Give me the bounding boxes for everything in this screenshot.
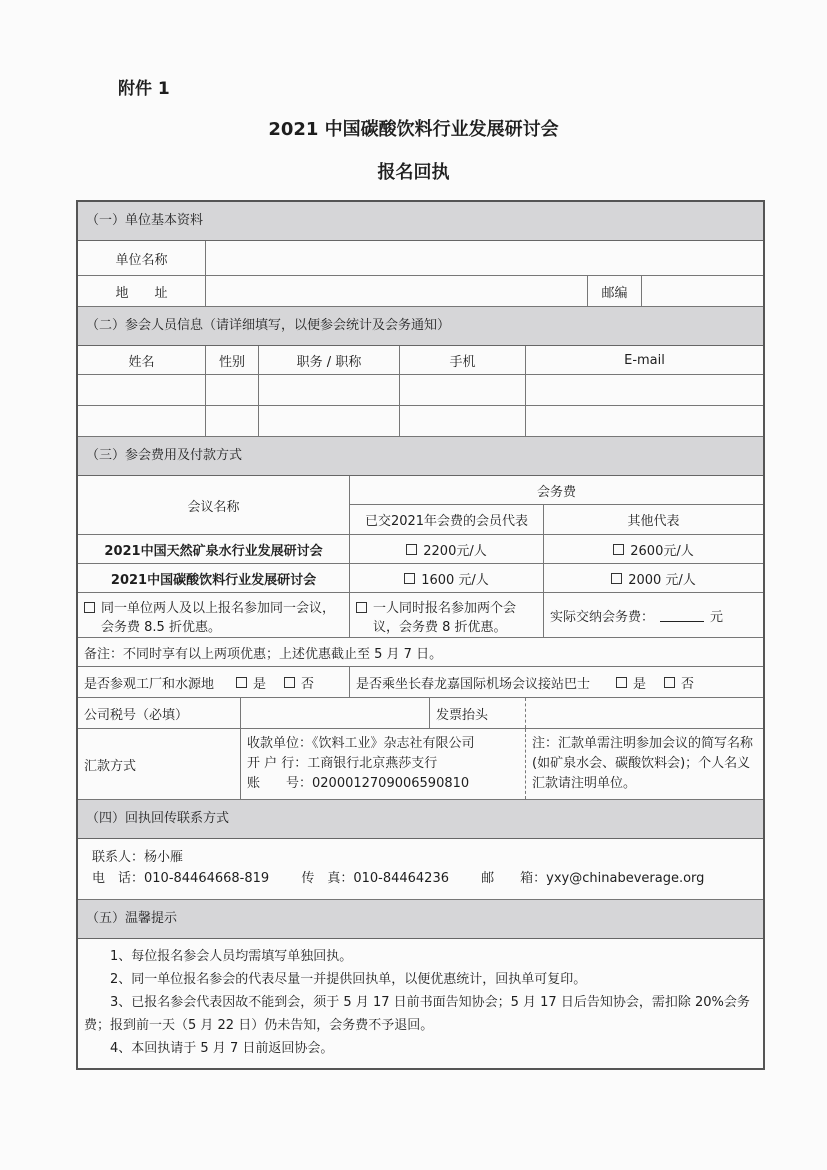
attendee-mobile-input[interactable] [400,406,526,436]
bus-yes-checkbox[interactable] [616,677,627,688]
member-fee-option[interactable] [350,535,544,563]
bus-no-label: 否 [681,676,695,692]
tax-row [78,698,763,729]
section3-heading: （三）参会费用及付款方式 [78,437,763,476]
attendee-name-input[interactable] [78,375,206,405]
meeting-row [78,564,763,593]
attendee-name-input[interactable] [78,406,206,436]
actual-fee [544,593,763,637]
note-item: 2、同一单位报名参会的代表尽量一并提供回执单，以便优惠统计，回执单可复印。 [110,972,587,987]
notes-list [78,939,763,1068]
col-title: 职务 / 职称 [259,346,400,374]
member-fee: 1600 元/人 [421,572,489,588]
address-row [78,276,763,307]
document-title: 2021 中国碳酸饮料行业发展研讨会 [268,119,559,140]
contact-phone: 电 话：010-84464668-819 [92,871,270,886]
discount1-text: 同一单位两人及以上报名参加同一会议，会务费 8.5 折优惠。 [101,601,336,635]
attendee-header-row [78,346,763,375]
invoice-label: 发票抬头 [430,698,526,728]
other-fee-option[interactable] [544,535,763,563]
tax-label: 公司税号（必填） [78,698,241,728]
meeting-name: 2021中国碳酸饮料行业发展研讨会 [78,564,350,592]
attendee-email-input[interactable] [526,375,763,405]
discount-row [78,593,763,638]
attendee-gender-input[interactable] [206,375,259,405]
bank: 开 户 行：工商银行北京燕莎支行 [247,756,438,771]
note-item: 4、本回执请于 5 月 7 日前返回协会。 [110,1041,334,1056]
visit-no-checkbox[interactable] [284,677,295,688]
section1-heading: （一）单位基本资料 [78,202,763,241]
member-header: 已交2021年会费的会员代表 [350,505,544,534]
remit-note: 注：汇款单需注明参加会议的简写名称(如矿泉水会、碳酸饮料会)；个人名义汇款请注明单位。 [532,736,754,791]
attendee-row [78,406,763,437]
other-fee-option[interactable] [544,564,763,592]
attendee-title-input[interactable] [259,406,400,436]
bus-no-checkbox[interactable] [664,677,675,688]
checkbox[interactable] [406,544,417,555]
col-gender: 性别 [206,346,259,374]
member-fee: 2200元/人 [423,543,487,559]
contact-fax: 传 真：010-84464236 [301,871,450,886]
remit-row [78,729,763,800]
fee-header: 会务费 [350,476,763,505]
actual-fee-input[interactable] [660,609,704,622]
actual-fee-label: 实际交纳会务费： [550,609,655,625]
member-fee-option[interactable] [350,564,544,592]
other-fee: 2000 元/人 [628,572,696,588]
address-label: 地 址 [78,276,206,306]
discount2-option[interactable] [350,593,544,637]
contact-row [78,839,763,900]
remark-text: 备注：不同时享有以上两项优惠；上述优惠截止至 5 月 7 日。 [84,646,443,662]
note-item: 1、每位报名参会人员均需填写单独回执。 [110,949,353,964]
remit-label: 汇款方式 [78,729,241,799]
discount2-text: 一人同时报名参加两个会议，会务费 8 折优惠。 [373,601,517,635]
visit-question [78,667,350,697]
company-input[interactable] [206,241,763,275]
visit-question-label: 是否参观工厂和水源地 [84,676,215,692]
registration-form [76,200,765,1070]
visit-yes-label: 是 [253,676,267,692]
checkbox[interactable] [613,544,624,555]
meeting-name: 2021中国天然矿泉水行业发展研讨会 [78,535,350,563]
attendee-gender-input[interactable] [206,406,259,436]
company-row [78,241,763,276]
meeting-name-header: 会议名称 [78,476,350,534]
contact-email[interactable]: 邮 箱：yxy@chinabeverage.org [481,871,705,886]
checkbox[interactable] [611,573,622,584]
attendee-email-input[interactable] [526,406,763,436]
attachment-label: 附件 1 [118,79,170,99]
section2-heading: （二）参会人员信息（请详细填写，以便参会统计及会务通知） [78,307,763,346]
actual-fee-unit: 元 [710,609,724,625]
contact-person: 联系人：杨小雁 [92,850,184,865]
other-fee: 2600元/人 [630,543,694,559]
address-input[interactable] [206,276,588,306]
attendee-row [78,375,763,406]
document-subtitle: 报名回执 [377,162,450,183]
checkbox[interactable] [404,573,415,584]
visit-yes-checkbox[interactable] [236,677,247,688]
checkbox[interactable] [356,602,367,613]
col-name: 姓名 [78,346,206,374]
checkbox[interactable] [84,602,95,613]
meeting-row [78,535,763,564]
section5-heading: （五）温馨提示 [78,900,763,939]
fee-header-row [78,476,763,535]
remark-row [78,638,763,667]
question-row [78,667,763,698]
contact-block [78,839,718,899]
account-number: 账 号：0200012709006590810 [247,776,470,791]
col-mobile: 手机 [400,346,526,374]
payee: 收款单位：《饮料工业》杂志社有限公司 [247,736,475,751]
bus-question [350,667,763,697]
tax-input[interactable] [241,698,430,728]
bus-question-label: 是否乘坐长春龙嘉国际机场会议接站巴士 [356,676,591,692]
section4-heading: （四）回执回传联系方式 [78,800,763,839]
note-item: 3、已报名参会代表因故不能到会，须于 5 月 17 日前书面告知协会；5 月 17 日后告知协会，需扣除 20%会务费；报到前一天（5 月 22 日）仍未告知，会务费不予退回。 [84,995,750,1033]
other-header: 其他代表 [627,514,680,529]
invoice-input[interactable] [526,698,763,728]
postcode-input[interactable] [642,276,763,306]
bus-yes-label: 是 [633,676,647,692]
remit-details [241,729,526,799]
discount1-option[interactable] [78,593,350,637]
visit-no-label: 否 [301,676,315,692]
attendee-title-input[interactable] [259,375,400,405]
col-email: E-mail [624,352,665,368]
company-label: 单位名称 [78,241,206,275]
postcode-label: 邮编 [588,276,642,306]
attendee-mobile-input[interactable] [400,375,526,405]
